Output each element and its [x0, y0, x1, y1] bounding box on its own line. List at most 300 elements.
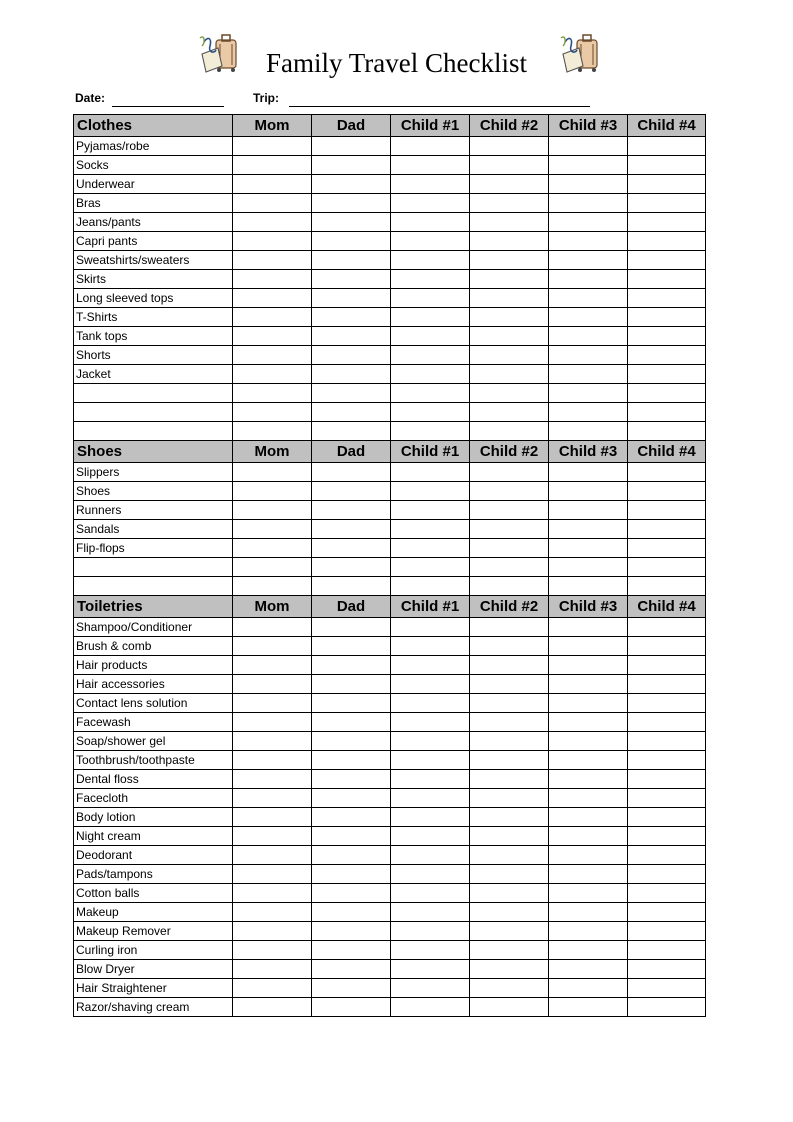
- check-cell[interactable]: [549, 694, 628, 713]
- check-cell[interactable]: [470, 403, 549, 422]
- check-cell[interactable]: [233, 365, 312, 384]
- check-cell[interactable]: [628, 558, 706, 577]
- check-cell[interactable]: [312, 558, 391, 577]
- check-cell[interactable]: [233, 384, 312, 403]
- check-cell[interactable]: [549, 175, 628, 194]
- check-cell[interactable]: [549, 213, 628, 232]
- check-cell[interactable]: [628, 751, 706, 770]
- check-cell[interactable]: [312, 232, 391, 251]
- check-cell[interactable]: [470, 713, 549, 732]
- check-cell[interactable]: [391, 270, 470, 289]
- check-cell[interactable]: [549, 520, 628, 539]
- check-cell[interactable]: [391, 713, 470, 732]
- check-cell[interactable]: [628, 979, 706, 998]
- check-cell[interactable]: [391, 998, 470, 1017]
- check-cell[interactable]: [470, 384, 549, 403]
- check-cell[interactable]: [470, 577, 549, 596]
- check-cell[interactable]: [233, 618, 312, 637]
- check-cell[interactable]: [233, 637, 312, 656]
- check-cell[interactable]: [549, 618, 628, 637]
- check-cell[interactable]: [233, 960, 312, 979]
- check-cell[interactable]: [233, 137, 312, 156]
- check-cell[interactable]: [470, 903, 549, 922]
- check-cell[interactable]: [628, 922, 706, 941]
- check-cell[interactable]: [628, 308, 706, 327]
- check-cell[interactable]: [549, 346, 628, 365]
- check-cell[interactable]: [312, 827, 391, 846]
- table-row: [74, 289, 706, 308]
- check-cell[interactable]: [233, 346, 312, 365]
- check-cell[interactable]: [628, 865, 706, 884]
- check-cell[interactable]: [549, 713, 628, 732]
- check-cell[interactable]: [233, 520, 312, 539]
- check-cell[interactable]: [233, 808, 312, 827]
- check-cell[interactable]: [391, 137, 470, 156]
- check-cell[interactable]: [549, 289, 628, 308]
- check-cell[interactable]: [549, 637, 628, 656]
- check-cell[interactable]: [233, 903, 312, 922]
- check-cell[interactable]: [628, 422, 706, 441]
- check-cell[interactable]: [233, 884, 312, 903]
- check-cell[interactable]: [391, 194, 470, 213]
- section-title: Shoes: [74, 441, 233, 463]
- check-cell[interactable]: [233, 463, 312, 482]
- check-cell[interactable]: [549, 865, 628, 884]
- check-cell[interactable]: [233, 270, 312, 289]
- check-cell[interactable]: [312, 194, 391, 213]
- item-label: [74, 422, 233, 441]
- check-cell[interactable]: [233, 922, 312, 941]
- check-cell[interactable]: [628, 194, 706, 213]
- check-cell[interactable]: [312, 770, 391, 789]
- check-cell[interactable]: [233, 675, 312, 694]
- check-cell[interactable]: [470, 960, 549, 979]
- check-cell[interactable]: [233, 501, 312, 520]
- item-label: Hair accessories: [74, 675, 233, 694]
- check-cell[interactable]: [470, 422, 549, 441]
- table-row: [74, 941, 706, 960]
- check-cell[interactable]: [391, 694, 470, 713]
- check-cell[interactable]: [628, 903, 706, 922]
- check-cell[interactable]: [470, 251, 549, 270]
- check-cell[interactable]: [312, 808, 391, 827]
- check-cell[interactable]: [549, 422, 628, 441]
- check-cell[interactable]: [470, 656, 549, 675]
- check-cell[interactable]: [391, 637, 470, 656]
- check-cell[interactable]: [233, 694, 312, 713]
- check-cell[interactable]: [391, 884, 470, 903]
- table-row: [74, 577, 706, 596]
- check-cell[interactable]: [549, 577, 628, 596]
- check-cell[interactable]: [391, 327, 470, 346]
- check-cell[interactable]: [470, 137, 549, 156]
- check-cell[interactable]: [312, 922, 391, 941]
- check-cell[interactable]: [233, 251, 312, 270]
- check-cell[interactable]: [549, 979, 628, 998]
- check-cell[interactable]: [549, 941, 628, 960]
- check-cell[interactable]: [628, 175, 706, 194]
- check-cell[interactable]: [549, 270, 628, 289]
- check-cell[interactable]: [233, 732, 312, 751]
- check-cell[interactable]: [470, 694, 549, 713]
- item-label: [74, 577, 233, 596]
- check-cell[interactable]: [233, 558, 312, 577]
- check-cell[interactable]: [470, 789, 549, 808]
- check-cell[interactable]: [549, 365, 628, 384]
- check-cell[interactable]: [628, 137, 706, 156]
- check-cell[interactable]: [470, 941, 549, 960]
- item-label: Jeans/pants: [74, 213, 233, 232]
- check-cell[interactable]: [549, 751, 628, 770]
- check-cell[interactable]: [628, 675, 706, 694]
- check-cell[interactable]: [628, 694, 706, 713]
- check-cell[interactable]: [549, 789, 628, 808]
- check-cell[interactable]: [628, 384, 706, 403]
- check-cell[interactable]: [549, 232, 628, 251]
- check-cell[interactable]: [628, 520, 706, 539]
- table-row: [74, 903, 706, 922]
- check-cell[interactable]: [233, 865, 312, 884]
- check-cell[interactable]: [312, 865, 391, 884]
- column-header: Child #2: [470, 596, 549, 618]
- check-cell[interactable]: [391, 865, 470, 884]
- check-cell[interactable]: [391, 539, 470, 558]
- item-label: Sweatshirts/sweaters: [74, 251, 233, 270]
- check-cell[interactable]: [391, 732, 470, 751]
- check-cell[interactable]: [312, 270, 391, 289]
- check-cell[interactable]: [470, 501, 549, 520]
- check-cell[interactable]: [549, 558, 628, 577]
- check-cell[interactable]: [470, 732, 549, 751]
- check-cell[interactable]: [391, 577, 470, 596]
- check-cell[interactable]: [233, 827, 312, 846]
- check-cell[interactable]: [312, 463, 391, 482]
- check-cell[interactable]: [233, 327, 312, 346]
- check-cell[interactable]: [470, 175, 549, 194]
- check-cell[interactable]: [312, 998, 391, 1017]
- item-label: Pyjamas/robe: [74, 137, 233, 156]
- check-cell[interactable]: [233, 979, 312, 998]
- check-cell[interactable]: [391, 808, 470, 827]
- check-cell[interactable]: [628, 884, 706, 903]
- check-cell[interactable]: [628, 251, 706, 270]
- check-cell[interactable]: [312, 903, 391, 922]
- check-cell[interactable]: [628, 346, 706, 365]
- check-cell[interactable]: [628, 289, 706, 308]
- check-cell[interactable]: [549, 308, 628, 327]
- check-cell[interactable]: [549, 846, 628, 865]
- check-cell[interactable]: [391, 979, 470, 998]
- check-cell[interactable]: [470, 308, 549, 327]
- check-cell[interactable]: [549, 827, 628, 846]
- table-row: [74, 558, 706, 577]
- date-field[interactable]: [112, 106, 224, 107]
- check-cell[interactable]: [391, 251, 470, 270]
- item-label: Soap/shower gel: [74, 732, 233, 751]
- item-label: Runners: [74, 501, 233, 520]
- check-cell[interactable]: [391, 846, 470, 865]
- check-cell[interactable]: [628, 270, 706, 289]
- check-cell[interactable]: [628, 327, 706, 346]
- column-header: Child #1: [391, 596, 470, 618]
- check-cell[interactable]: [233, 232, 312, 251]
- checklist-table: [73, 114, 706, 1017]
- check-cell[interactable]: [312, 289, 391, 308]
- check-cell[interactable]: [391, 289, 470, 308]
- check-cell[interactable]: [312, 365, 391, 384]
- check-cell[interactable]: [470, 846, 549, 865]
- check-cell[interactable]: [391, 482, 470, 501]
- check-cell[interactable]: [233, 156, 312, 175]
- check-cell[interactable]: [549, 960, 628, 979]
- check-cell[interactable]: [233, 175, 312, 194]
- check-cell[interactable]: [312, 846, 391, 865]
- check-cell[interactable]: [628, 656, 706, 675]
- check-cell[interactable]: [470, 289, 549, 308]
- section-title: Clothes: [74, 115, 233, 137]
- check-cell[interactable]: [470, 520, 549, 539]
- check-cell[interactable]: [628, 618, 706, 637]
- table-row: [74, 156, 706, 175]
- check-cell[interactable]: [391, 232, 470, 251]
- table-row: [74, 998, 706, 1017]
- check-cell[interactable]: [470, 232, 549, 251]
- check-cell[interactable]: [628, 232, 706, 251]
- check-cell[interactable]: [628, 539, 706, 558]
- check-cell[interactable]: [470, 618, 549, 637]
- item-label: [74, 558, 233, 577]
- check-cell[interactable]: [628, 846, 706, 865]
- check-cell[interactable]: [312, 694, 391, 713]
- check-cell[interactable]: [391, 365, 470, 384]
- check-cell[interactable]: [391, 308, 470, 327]
- check-cell[interactable]: [312, 251, 391, 270]
- check-cell[interactable]: [470, 346, 549, 365]
- check-cell[interactable]: [549, 463, 628, 482]
- check-cell[interactable]: [233, 941, 312, 960]
- check-cell[interactable]: [549, 884, 628, 903]
- check-cell[interactable]: [549, 808, 628, 827]
- check-cell[interactable]: [391, 675, 470, 694]
- table-row: [74, 251, 706, 270]
- check-cell[interactable]: [391, 789, 470, 808]
- check-cell[interactable]: [312, 501, 391, 520]
- check-cell[interactable]: [391, 941, 470, 960]
- check-cell[interactable]: [312, 941, 391, 960]
- item-label: Sandals: [74, 520, 233, 539]
- check-cell[interactable]: [470, 558, 549, 577]
- check-cell[interactable]: [233, 422, 312, 441]
- check-cell[interactable]: [233, 998, 312, 1017]
- trip-field[interactable]: [289, 106, 590, 107]
- check-cell[interactable]: [312, 213, 391, 232]
- check-cell[interactable]: [470, 327, 549, 346]
- check-cell[interactable]: [391, 422, 470, 441]
- check-cell[interactable]: [470, 637, 549, 656]
- check-cell[interactable]: [470, 922, 549, 941]
- check-cell[interactable]: [391, 403, 470, 422]
- check-cell[interactable]: [391, 960, 470, 979]
- check-cell[interactable]: [312, 539, 391, 558]
- check-cell[interactable]: [391, 618, 470, 637]
- check-cell[interactable]: [628, 789, 706, 808]
- check-cell[interactable]: [628, 463, 706, 482]
- check-cell[interactable]: [470, 865, 549, 884]
- check-cell[interactable]: [470, 213, 549, 232]
- check-cell[interactable]: [391, 213, 470, 232]
- check-cell[interactable]: [470, 827, 549, 846]
- check-cell[interactable]: [549, 998, 628, 1017]
- item-label: Razor/shaving cream: [74, 998, 233, 1017]
- check-cell[interactable]: [312, 137, 391, 156]
- table-row: [74, 137, 706, 156]
- check-cell[interactable]: [628, 770, 706, 789]
- check-cell[interactable]: [628, 501, 706, 520]
- check-cell[interactable]: [312, 520, 391, 539]
- check-cell[interactable]: [233, 213, 312, 232]
- check-cell[interactable]: [470, 808, 549, 827]
- check-cell[interactable]: [470, 751, 549, 770]
- check-cell[interactable]: [470, 194, 549, 213]
- check-cell[interactable]: [233, 789, 312, 808]
- check-cell[interactable]: [312, 577, 391, 596]
- check-cell[interactable]: [391, 501, 470, 520]
- check-cell[interactable]: [233, 194, 312, 213]
- check-cell[interactable]: [233, 308, 312, 327]
- check-cell[interactable]: [233, 713, 312, 732]
- check-cell[interactable]: [233, 656, 312, 675]
- check-cell[interactable]: [391, 156, 470, 175]
- column-header: Dad: [312, 115, 391, 137]
- column-header: Child #4: [628, 441, 706, 463]
- check-cell[interactable]: [470, 365, 549, 384]
- check-cell[interactable]: [628, 732, 706, 751]
- check-cell[interactable]: [312, 751, 391, 770]
- check-cell[interactable]: [233, 403, 312, 422]
- check-cell[interactable]: [549, 327, 628, 346]
- check-cell[interactable]: [549, 251, 628, 270]
- column-header: Child #4: [628, 115, 706, 137]
- check-cell[interactable]: [549, 156, 628, 175]
- table-row: [74, 694, 706, 713]
- check-cell[interactable]: [233, 770, 312, 789]
- check-cell[interactable]: [628, 577, 706, 596]
- check-cell[interactable]: [549, 539, 628, 558]
- check-cell[interactable]: [549, 922, 628, 941]
- check-cell[interactable]: [628, 941, 706, 960]
- check-cell[interactable]: [549, 482, 628, 501]
- check-cell[interactable]: [312, 327, 391, 346]
- check-cell[interactable]: [233, 846, 312, 865]
- check-cell[interactable]: [391, 520, 470, 539]
- check-cell[interactable]: [312, 884, 391, 903]
- item-label: Flip-flops: [74, 539, 233, 558]
- check-cell[interactable]: [549, 137, 628, 156]
- check-cell[interactable]: [549, 656, 628, 675]
- table-row: [74, 732, 706, 751]
- check-cell[interactable]: [628, 827, 706, 846]
- column-header: Child #3: [549, 596, 628, 618]
- check-cell[interactable]: [628, 482, 706, 501]
- check-cell[interactable]: [628, 998, 706, 1017]
- check-cell[interactable]: [312, 732, 391, 751]
- check-cell[interactable]: [312, 713, 391, 732]
- check-cell[interactable]: [549, 501, 628, 520]
- check-cell[interactable]: [312, 979, 391, 998]
- check-cell[interactable]: [233, 289, 312, 308]
- check-cell[interactable]: [233, 539, 312, 558]
- item-label: Tank tops: [74, 327, 233, 346]
- check-cell[interactable]: [470, 463, 549, 482]
- check-cell[interactable]: [233, 751, 312, 770]
- check-cell[interactable]: [312, 656, 391, 675]
- check-cell[interactable]: [312, 308, 391, 327]
- check-cell[interactable]: [470, 770, 549, 789]
- check-cell[interactable]: [470, 270, 549, 289]
- check-cell[interactable]: [628, 213, 706, 232]
- check-cell[interactable]: [628, 156, 706, 175]
- check-cell[interactable]: [470, 979, 549, 998]
- check-cell[interactable]: [628, 403, 706, 422]
- check-cell[interactable]: [628, 637, 706, 656]
- check-cell[interactable]: [549, 675, 628, 694]
- check-cell[interactable]: [549, 384, 628, 403]
- check-cell[interactable]: [470, 539, 549, 558]
- check-cell[interactable]: [470, 675, 549, 694]
- check-cell[interactable]: [470, 482, 549, 501]
- check-cell[interactable]: [233, 482, 312, 501]
- check-cell[interactable]: [391, 903, 470, 922]
- check-cell[interactable]: [628, 365, 706, 384]
- check-cell[interactable]: [391, 751, 470, 770]
- check-cell[interactable]: [628, 713, 706, 732]
- check-cell[interactable]: [549, 194, 628, 213]
- check-cell[interactable]: [470, 884, 549, 903]
- check-cell[interactable]: [470, 998, 549, 1017]
- check-cell[interactable]: [312, 675, 391, 694]
- check-cell[interactable]: [391, 384, 470, 403]
- check-cell[interactable]: [312, 175, 391, 194]
- item-label: Makeup Remover: [74, 922, 233, 941]
- check-cell[interactable]: [549, 403, 628, 422]
- check-cell[interactable]: [312, 156, 391, 175]
- check-cell[interactable]: [312, 346, 391, 365]
- check-cell[interactable]: [312, 789, 391, 808]
- check-cell[interactable]: [628, 960, 706, 979]
- check-cell[interactable]: [312, 482, 391, 501]
- check-cell[interactable]: [391, 175, 470, 194]
- check-cell[interactable]: [391, 346, 470, 365]
- check-cell[interactable]: [391, 770, 470, 789]
- check-cell[interactable]: [312, 960, 391, 979]
- check-cell[interactable]: [470, 156, 549, 175]
- check-cell[interactable]: [549, 770, 628, 789]
- check-cell[interactable]: [312, 637, 391, 656]
- check-cell[interactable]: [549, 903, 628, 922]
- check-cell[interactable]: [312, 422, 391, 441]
- check-cell[interactable]: [391, 656, 470, 675]
- check-cell[interactable]: [549, 732, 628, 751]
- check-cell[interactable]: [312, 384, 391, 403]
- check-cell[interactable]: [233, 577, 312, 596]
- check-cell[interactable]: [391, 558, 470, 577]
- check-cell[interactable]: [391, 922, 470, 941]
- check-cell[interactable]: [628, 808, 706, 827]
- check-cell[interactable]: [391, 827, 470, 846]
- check-cell[interactable]: [312, 618, 391, 637]
- check-cell[interactable]: [391, 463, 470, 482]
- check-cell[interactable]: [312, 403, 391, 422]
